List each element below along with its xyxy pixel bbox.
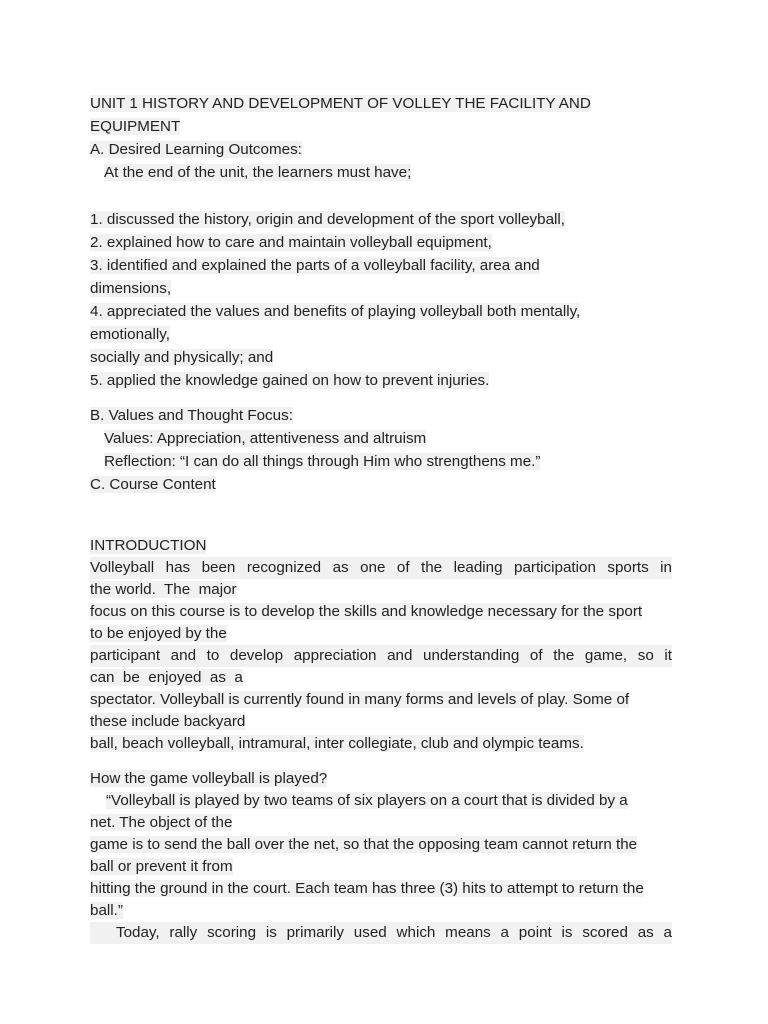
outcome-1: 1. discussed the history, origin and development of the sport volleyball,	[90, 211, 566, 228]
how-played-line	[90, 856, 672, 878]
intro-line	[90, 579, 672, 601]
how-played-line: Today, rally scoring is primarily used which means a point is scored as a	[90, 922, 672, 944]
outcome-line	[90, 369, 672, 392]
section-a-intro	[90, 161, 672, 184]
intro-line	[90, 667, 672, 689]
intro-line	[90, 711, 672, 733]
spacer	[90, 496, 672, 522]
intro-line-text: focus on this course is to develop the skills and knowledge necessary for the sport	[90, 603, 643, 620]
section-a-intro-text: At the end of the unit, the learners must have;	[104, 164, 412, 181]
how-played-line	[90, 790, 672, 812]
outcome-4-cont2: socially and physically; and	[90, 349, 274, 366]
how-played-line	[90, 834, 672, 856]
spacer	[90, 184, 672, 208]
section-a-heading-text: A. Desired Learning Outcomes:	[90, 141, 302, 158]
outcome-3-cont: dimensions,	[90, 280, 172, 297]
how-played-heading	[90, 767, 672, 790]
outcome-line	[90, 277, 672, 300]
spacer	[90, 755, 672, 767]
reflection-text: Reflection: “I can do all things through Him who strengthens me.”	[104, 453, 541, 470]
unit-title	[90, 92, 672, 115]
intro-line-text: the world. The major	[90, 581, 237, 598]
intro-line	[90, 601, 672, 623]
intro-line	[90, 623, 672, 645]
intro-line-text: these include backyard	[90, 713, 246, 730]
section-b-heading-text: B. Values and Thought Focus:	[90, 407, 293, 424]
introduction-heading	[90, 534, 672, 557]
intro-line-text: can be enjoyed as a	[90, 669, 243, 686]
how-played-line	[90, 878, 672, 900]
unit-title-line2: EQUIPMENT	[90, 118, 181, 135]
outcome-4-cont: emotionally,	[90, 326, 170, 343]
document-page	[90, 92, 672, 944]
section-b-heading	[90, 404, 672, 427]
outcome-line	[90, 208, 672, 231]
intro-line-text: to be enjoyed by the	[90, 625, 227, 642]
spacer	[90, 392, 672, 404]
section-c-heading	[90, 473, 672, 496]
outcome-line	[90, 254, 672, 277]
intro-line-text: spectator. Volleyball is currently found in many forms and levels of play. Some of	[90, 691, 630, 708]
intro-line-text: ball, beach volleyball, intramural, inter collegiate, club and olympic teams.	[90, 735, 584, 752]
outcome-4: 4. appreciated the values and benefits of playing volleyball both mentally,	[90, 303, 581, 320]
outcome-line	[90, 346, 672, 369]
intro-line	[90, 689, 672, 711]
section-a-heading	[90, 138, 672, 161]
spacer	[90, 522, 672, 534]
outcome-line	[90, 323, 672, 346]
section-b-reflection	[90, 450, 672, 473]
section-c-heading-text: C. Course Content	[90, 476, 216, 493]
values-text: Values: Appreciation, attentiveness and altruism	[104, 430, 427, 447]
unit-title-line1: UNIT 1 HISTORY AND DEVELOPMENT OF VOLLEY THE FACILITY AND	[90, 95, 591, 112]
introduction-heading-text: INTRODUCTION	[90, 537, 207, 554]
how-played-line-text: ball or prevent it from	[90, 858, 233, 875]
outcome-5: 5. applied the knowledge gained on how to prevent injuries.	[90, 372, 490, 389]
outcome-line	[90, 231, 672, 254]
how-played-line	[90, 900, 672, 922]
intro-line: participant and to develop appreciation and understanding of the game, so it	[90, 645, 672, 667]
how-played-line	[90, 812, 672, 834]
intro-line: Volleyball has been recognized as one of the leading participation sports in	[90, 557, 672, 579]
outcome-3: 3. identified and explained the parts of a volleyball facility, area and	[90, 257, 540, 274]
how-played-line-text: net. The object of the	[90, 814, 233, 831]
section-b-values	[90, 427, 672, 450]
how-played-line-text: hitting the ground in the court. Each team has three (3) hits to attempt to return the	[90, 880, 644, 897]
intro-line	[90, 733, 672, 755]
how-played-line-text: ball.”	[90, 902, 123, 919]
how-played-heading-text: How the game volleyball is played?	[90, 770, 328, 787]
outcome-2: 2. explained how to care and maintain volleyball equipment,	[90, 234, 492, 251]
how-played-line-text: game is to send the ball over the net, so that the opposing team cannot return the	[90, 836, 638, 853]
outcome-line	[90, 300, 672, 323]
how-played-line-text: “Volleyball is played by two teams of six players on a court that is divided by a	[106, 792, 628, 809]
unit-title-cont	[90, 115, 672, 138]
